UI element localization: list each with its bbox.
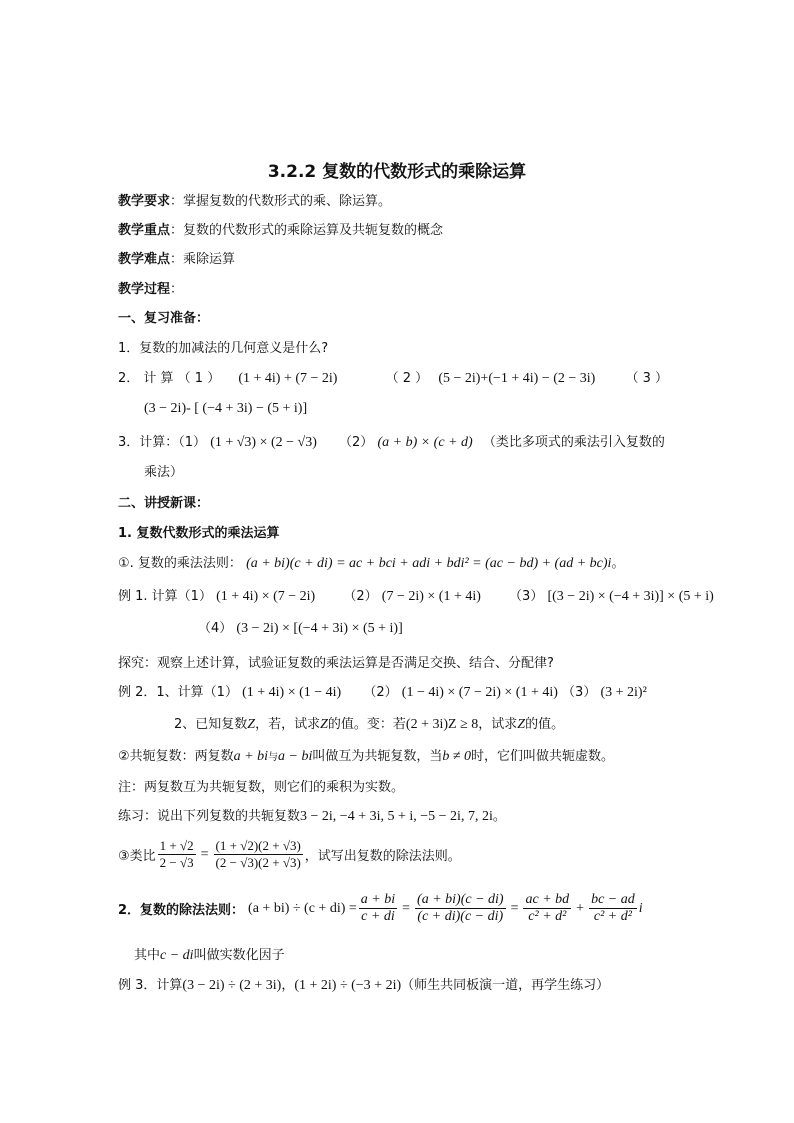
division-fraction-3 [523, 892, 571, 925]
ex3-prefix: 例 3．计算 [118, 978, 183, 993]
rule1-prefix: ①. 复数的乘法法则： [118, 556, 242, 571]
process-label: 教学过程 [118, 282, 171, 297]
ex2-expr-3: (3 + 2i)² [600, 685, 647, 700]
ex1-part-4: （4） [198, 621, 233, 636]
teaching-requirement [118, 193, 391, 211]
analogy-num-2: (1 + √2)(2 + √3) [215, 838, 301, 853]
division-den-3: c² + d² [528, 909, 567, 924]
ex1-expr-3: [(3 − 2i) × (−4 + 3i)] × (5 + i) [547, 589, 714, 604]
rule1-expr: (a + bi)(c + di) = ac + bci + adi + bdi² = (ac − bd) + (ad + bc)i [246, 556, 612, 571]
conjugate-definition [118, 748, 614, 767]
division-num-2: (a + bi)(c − di) [417, 892, 504, 907]
division-lhs: (a + bi) ÷ (c + di) = [248, 900, 357, 916]
analogy-line [118, 838, 461, 871]
teaching-difficulty [118, 251, 235, 269]
explore-text: 探究：观察上述计算，试验证复数的乘法运算是否满足交换、结合、分配律? [118, 656, 554, 671]
section-new-lesson: 二、讲授新课： [118, 496, 210, 511]
teaching-key-point [118, 222, 443, 240]
q2-part-3: （ 3 ） [625, 371, 669, 386]
q2-prefix: 2． 计 算 （ 1 ） [118, 371, 221, 386]
ex2-line2a: 2、已知复数 [174, 717, 248, 732]
multiplication-rule [118, 555, 624, 573]
conj-prefix: ②共轭复数：两复数 [118, 749, 234, 764]
division-den-1: c + di [361, 909, 395, 924]
factor-text: 叫做实数化因子 [193, 948, 285, 963]
example-3 [118, 977, 609, 995]
q3-note: （类比多项式的乘法引入复数的 [482, 435, 665, 450]
division-den-2: (c + di)(c − di) [417, 909, 504, 924]
ex2-expr-1: (1 + 4i) × (1 − 4i) [242, 685, 342, 700]
analogy-den-1: 2 − √3 [159, 855, 194, 870]
q2-expr-1: (1 + 4i) + (7 − 2i) [238, 371, 338, 386]
ex1-part-3: （3） [509, 589, 544, 604]
conj-text1: 叫做互为共轭复数，当 [312, 749, 443, 764]
page-title: 3.2.2 复数的代数形式的乘除运算 [267, 162, 527, 182]
example-1 [118, 588, 714, 606]
note-text: 注：两复数互为共轭复数，则它们的乘积为实数。 [118, 780, 405, 795]
division-den-4: c² + d² [593, 909, 632, 924]
factor-prefix: 其中 [134, 948, 161, 963]
question-1: 1．复数的加减法的几何意义是什么? [118, 341, 329, 356]
ex2-line2e: 的值。 [525, 717, 565, 732]
division-num-4: bc − ad [591, 892, 635, 907]
key-point-text: ：复数的代数形式的乘除运算及共轭复数的概念 [170, 223, 444, 238]
division-num-3: ac + bd [525, 892, 570, 907]
ex1-prefix: 例 1. 计算（1） [118, 589, 212, 604]
practice-expr: 3 − 2i, −4 + 3i, 5 + i, −5 − 2i, 7, 2i [300, 809, 493, 824]
requirement-label: 教学要求 [118, 194, 171, 209]
equals-sign: = [200, 846, 209, 862]
analogy-fraction-2 [214, 838, 303, 871]
division-rule [118, 892, 643, 925]
question-3 [118, 434, 665, 452]
plus-sign: + [576, 900, 585, 916]
analogy-fraction-1 [158, 838, 196, 871]
q3-expr-1: (1 + √3) × (2 − √3) [210, 435, 317, 450]
division-fraction-1 [359, 892, 397, 925]
rationalizing-factor [134, 947, 285, 965]
division-num-1: a + bi [360, 892, 396, 907]
ex2-expr-2: (1 − 4i) × (7 − 2i) × (1 + 4i) [401, 685, 558, 700]
conj-b: a − bi [278, 749, 313, 764]
ex1-expr-2: (7 − 2i) × (1 + 4i) [381, 589, 481, 604]
q3-prefix: 3．计算：（1） [118, 435, 207, 450]
ex2-z-2: Z [320, 717, 328, 732]
ex3-sep: ， [281, 978, 295, 993]
ex2-prefix: 例 2．1、计算（1） [118, 685, 238, 700]
conj-a: a + bi [233, 749, 268, 764]
ex1-expr-1: (1 + 4i) × (7 − 2i) [216, 589, 316, 604]
ex2-z-1: Z [247, 717, 256, 732]
key-point-label: 教学重点 [118, 223, 171, 238]
question-2 [118, 370, 668, 388]
q2-expr-3-line [144, 400, 307, 418]
division-prefix: 2．复数的除法法则： [118, 903, 245, 918]
practice-end: 。 [492, 809, 506, 824]
requirement-text: ：掌握复数的代数形式的乘、除运算。 [170, 194, 392, 209]
q3-expr-2: (a + b) × (c + d) [377, 435, 473, 450]
ex2-line2b: ，若，试求 [255, 717, 321, 732]
practice-prefix: 练习：说出下列复数的共轭复数 [118, 809, 301, 824]
division-imag-unit: i [638, 900, 643, 916]
equals-sign: = [510, 900, 519, 916]
example-2-part-2 [174, 716, 564, 734]
teaching-process [118, 281, 183, 299]
conj-mid: 与 [268, 752, 278, 763]
rule1-end: 。 [611, 556, 625, 571]
ex3-expr-1: (3 − 2i) ÷ (2 + 3i) [182, 978, 282, 993]
ex3-expr-2: (1 + 2i) ÷ (−3 + 2i) [294, 978, 402, 993]
division-fraction-4 [589, 892, 637, 925]
example-2 [118, 684, 647, 702]
conj-text2: 时，它们叫做共轭虚数。 [471, 749, 615, 764]
q3-note-2: 乘法） [144, 465, 184, 480]
example-1-part-4 [198, 620, 403, 638]
ex3-note: （师生共同板演一道，再学生练习） [401, 978, 610, 993]
analogy-den-2: (2 − √3)(2 + √3) [215, 855, 301, 870]
practice [118, 808, 506, 826]
analogy-prefix: ③类比 [118, 849, 156, 864]
division-fraction-2 [415, 892, 506, 925]
factor-expr: c − di [160, 948, 194, 963]
q2-part-2: （ 2 ） [385, 371, 429, 386]
difficulty-text: ：乘除运算 [170, 252, 236, 267]
ex2-z-3: Z [517, 717, 526, 732]
q3-part-2: （2） [339, 435, 374, 450]
ex1-expr-4: (3 − 2i) × [(−4 + 3i) × (5 + i)] [236, 621, 403, 636]
ex2-condition: (2 + 3i)Z ≥ 8 [405, 717, 479, 732]
ex2-line2d: ，试求 [478, 717, 518, 732]
conj-cond: b ≠ 0 [442, 749, 472, 764]
q2-expr-2: (5 − 2i)+(−1 + 4i) − (2 − 3i) [438, 371, 596, 386]
q2-expr-3: (3 − 2i)- [ (−4 + 3i) − (5 + i)] [144, 401, 308, 416]
ex1-part-2: （2） [343, 589, 378, 604]
ex2-part-3: （3） [562, 685, 597, 700]
section-review: 一、复习准备： [118, 311, 210, 326]
difficulty-label: 教学难点 [118, 252, 171, 267]
ex2-part-2: （2） [363, 685, 398, 700]
analogy-num-1: 1 + √2 [159, 838, 194, 853]
equals-sign: = [402, 900, 411, 916]
subsection-multiplication: 1. 复数代数形式的乘法运算 [118, 526, 280, 541]
analogy-text: ，试写出复数的除法法则。 [304, 849, 461, 864]
process-text: ： [170, 282, 184, 297]
ex2-line2c: 的值。变：若 [327, 717, 406, 732]
